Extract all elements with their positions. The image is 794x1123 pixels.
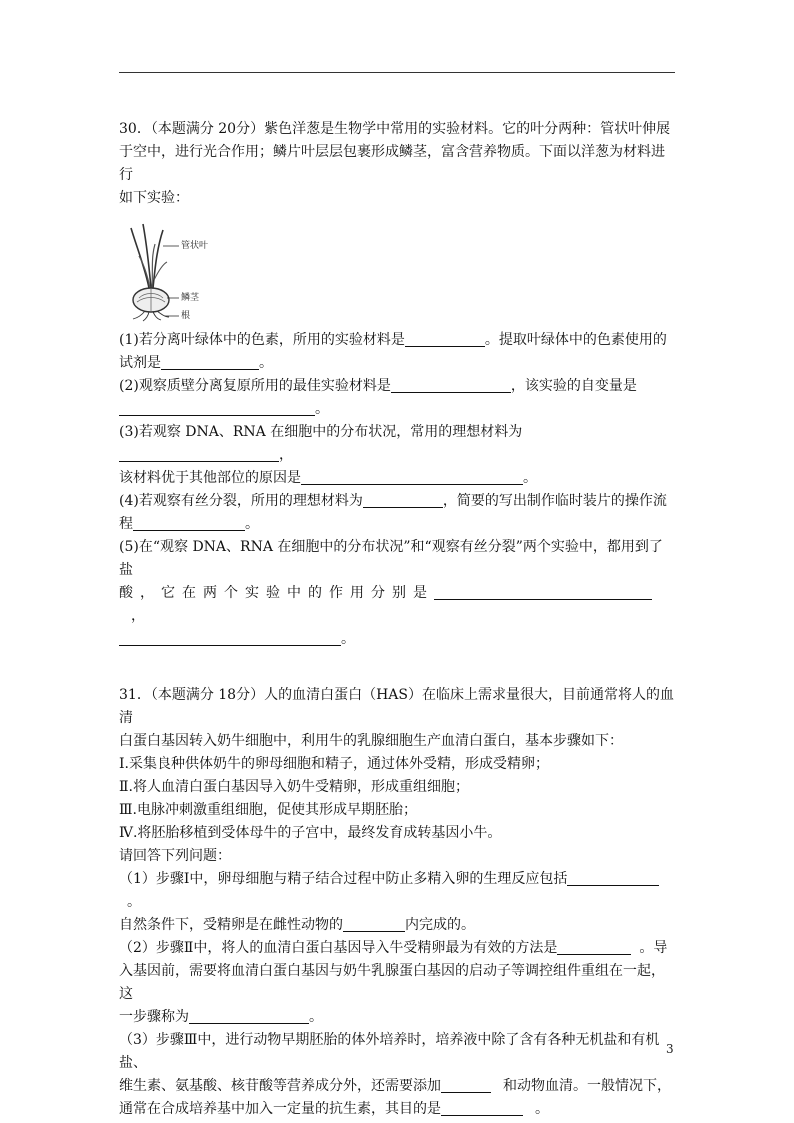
q31-item2-text-e: 。 <box>309 1009 323 1025</box>
q31-item3-text-a: （3）步骤Ⅲ中，进行动物早期胚胎的体外培养时，培养液中除了含有各种无机盐和有机盐、 <box>119 1032 660 1071</box>
answer-blank[interactable] <box>434 585 652 600</box>
label-root: 根 <box>181 311 191 321</box>
q31-item1-text-c: 自然条件下，受精卵是在雌性动物的 <box>119 917 343 933</box>
q31-item2-text-d: 一步骤称为 <box>119 1009 189 1025</box>
q30-item3-text-d: 。 <box>523 470 537 486</box>
q30-item5-text-b: 酸，它在两个实验中的作用分别是 <box>119 585 434 601</box>
q30-item5-text-c: ， <box>131 608 145 624</box>
q30-item-3 <box>119 421 675 467</box>
q30-item-1 <box>119 329 675 352</box>
answer-blank[interactable] <box>119 631 341 646</box>
q30-item-5 <box>119 536 675 582</box>
q30-item-5-end <box>119 628 675 651</box>
q30-item1-text-d: 。 <box>259 355 273 371</box>
answer-blank[interactable] <box>567 871 659 886</box>
q30-item4-text-a: (4)若观察有丝分裂，所用的理想材料为 <box>119 493 363 509</box>
q30-item5-text-d: 。 <box>341 631 355 647</box>
q30-item4-text-d: 。 <box>245 516 259 532</box>
q31-item2-text-a: （2）步骤Ⅱ中，将人的血清白蛋白基因导入牛受精卵最为有效的方法是 <box>119 940 558 956</box>
q31-item-2-end <box>119 1006 675 1029</box>
q31-item1-text-d: 内完成的。 <box>405 917 475 933</box>
q30-item-4 <box>119 490 675 513</box>
q30-item5-text-a: (5)在“观察 DNA、RNA 在细胞中的分布状况”和“观察有丝分裂”两个实验中，都用到了盐 <box>119 539 663 578</box>
answer-blank[interactable] <box>343 917 405 932</box>
q31-item3-text-e: 。 <box>535 1101 549 1117</box>
answer-blank[interactable] <box>119 447 279 462</box>
q31-item3-text-d: 通常在合成培养基中加入一定量的抗生素，其目的是 <box>119 1101 441 1117</box>
q31-item1-text-a: （1）步骤Ⅰ中，卵母细胞与精子结合过程中防止多精入卵的生理反应包括 <box>119 871 568 887</box>
q30-item3-text-a: (3)若观察 DNA、RNA 在细胞中的分布状况，常用的理想材料为 <box>119 424 523 440</box>
q31-item-3-cont <box>119 1075 675 1098</box>
q30-item3-text-b: ， <box>279 447 293 463</box>
answer-blank[interactable] <box>391 378 511 393</box>
onion-illustration <box>119 218 239 323</box>
q31-intro-line-2: 白蛋白基因转入奶牛细胞中，利用牛的乳腺细胞生产血清白蛋白，基本步骤如下： <box>119 733 623 749</box>
q30-item-1-cont <box>119 352 675 375</box>
label-tubular-leaf: 管状叶 <box>181 241 209 251</box>
q31-item2-text-b: 。导 <box>639 940 668 956</box>
q30-item3-text-c: 该材料优于其他部位的原因是 <box>119 470 301 486</box>
answer-blank[interactable] <box>441 1078 491 1093</box>
q31-item-2 <box>119 937 675 960</box>
q31-item3-text-b: 维生素、氨基酸、核苷酸等营养成分外，还需要添加 <box>119 1078 441 1094</box>
onion-figure <box>119 218 239 323</box>
q30-item-2-cont <box>119 398 675 421</box>
q31-step-4: Ⅳ.将胚胎移植到受体母牛的子宫中，最终发育成转基因小牛。 <box>119 825 502 841</box>
answer-blank[interactable] <box>405 332 485 347</box>
answer-blank[interactable] <box>133 516 245 531</box>
q31-item3-text-c: 和动物血清。一般情况下， <box>503 1078 671 1094</box>
q31-item-1 <box>119 868 675 914</box>
page-number: 3 <box>666 1042 674 1056</box>
q30-intro-line-2: 于空中，进行光合作用；鳞片叶层层包裹形成鳞茎，富含营养物质。下面以洋葱为材料进行 <box>119 144 665 183</box>
q30-item1-text-c: 试剂是 <box>119 355 161 371</box>
q31-prompt: 请回答下列问题： <box>119 848 231 864</box>
q30-item-3-cont <box>119 467 675 490</box>
q31-item1-text-b: 。 <box>127 894 141 910</box>
answer-blank[interactable] <box>119 401 315 416</box>
q30-item4-text-c: 程 <box>119 516 133 532</box>
q31-step-1: Ⅰ.采集良种供体奶牛的卵母细胞和精子，通过体外受精，形成受精卵； <box>119 756 549 772</box>
q31-intro-line-1: 31．（本题满分 18分）人的血清白蛋白（HAS）在临床上需求量很大，目前通常将人的血清 <box>119 687 674 726</box>
q30-intro-line-1: 30．（本题满分 20分）紫色洋葱是生物学中常用的实验材料。它的叶分两种：管状叶伸展 <box>119 121 671 137</box>
header-rule <box>119 72 675 73</box>
q31-step-2: Ⅱ.将人血清白蛋白基因导入奶牛受精卵，形成重组细胞； <box>119 779 469 795</box>
answer-blank[interactable] <box>301 470 523 485</box>
answer-blank[interactable] <box>557 940 631 955</box>
q30-item2-text-a: (2)观察质壁分离复原所用的最佳实验材料是 <box>119 378 391 394</box>
q31-item-1-cont <box>119 914 675 937</box>
answer-blank[interactable] <box>189 1009 309 1024</box>
q30-item2-text-c: 。 <box>315 401 329 417</box>
answer-blank[interactable] <box>363 493 443 508</box>
label-bulb: 鳞茎 <box>181 293 200 303</box>
answer-blank[interactable] <box>161 355 259 370</box>
q31-item-3 <box>119 1029 675 1075</box>
q30-intro-line-3: 如下实验： <box>119 190 189 206</box>
q31-step-3: Ⅲ.电脉冲刺激重组细胞，促使其形成早期胚胎； <box>119 802 417 818</box>
question-30 <box>119 118 675 651</box>
q30-item2-text-b: ，该实验的自变量是 <box>510 378 637 394</box>
q30-item-5-cont <box>119 582 675 628</box>
q30-item1-text-b: 。提取叶绿体中的色素使用的 <box>484 332 667 348</box>
answer-blank[interactable] <box>441 1101 523 1116</box>
q30-item-2 <box>119 375 675 398</box>
q31-item2-text-c: 入基因前，需要将血清白蛋白基因与奶牛乳腺蛋白基因的启动子等调控组件重组在一起，这 <box>119 963 665 1002</box>
q31-item-2-cont <box>119 960 675 1006</box>
q30-item4-text-b: ，简要的写出制作临时装片的操作流 <box>442 493 667 509</box>
q31-item-3-end <box>119 1098 675 1121</box>
q30-item-4-cont <box>119 513 675 536</box>
question-31 <box>119 684 675 1121</box>
q30-item1-text-a: (1)若分离叶绿体中的色素，所用的实验材料是 <box>119 332 405 348</box>
